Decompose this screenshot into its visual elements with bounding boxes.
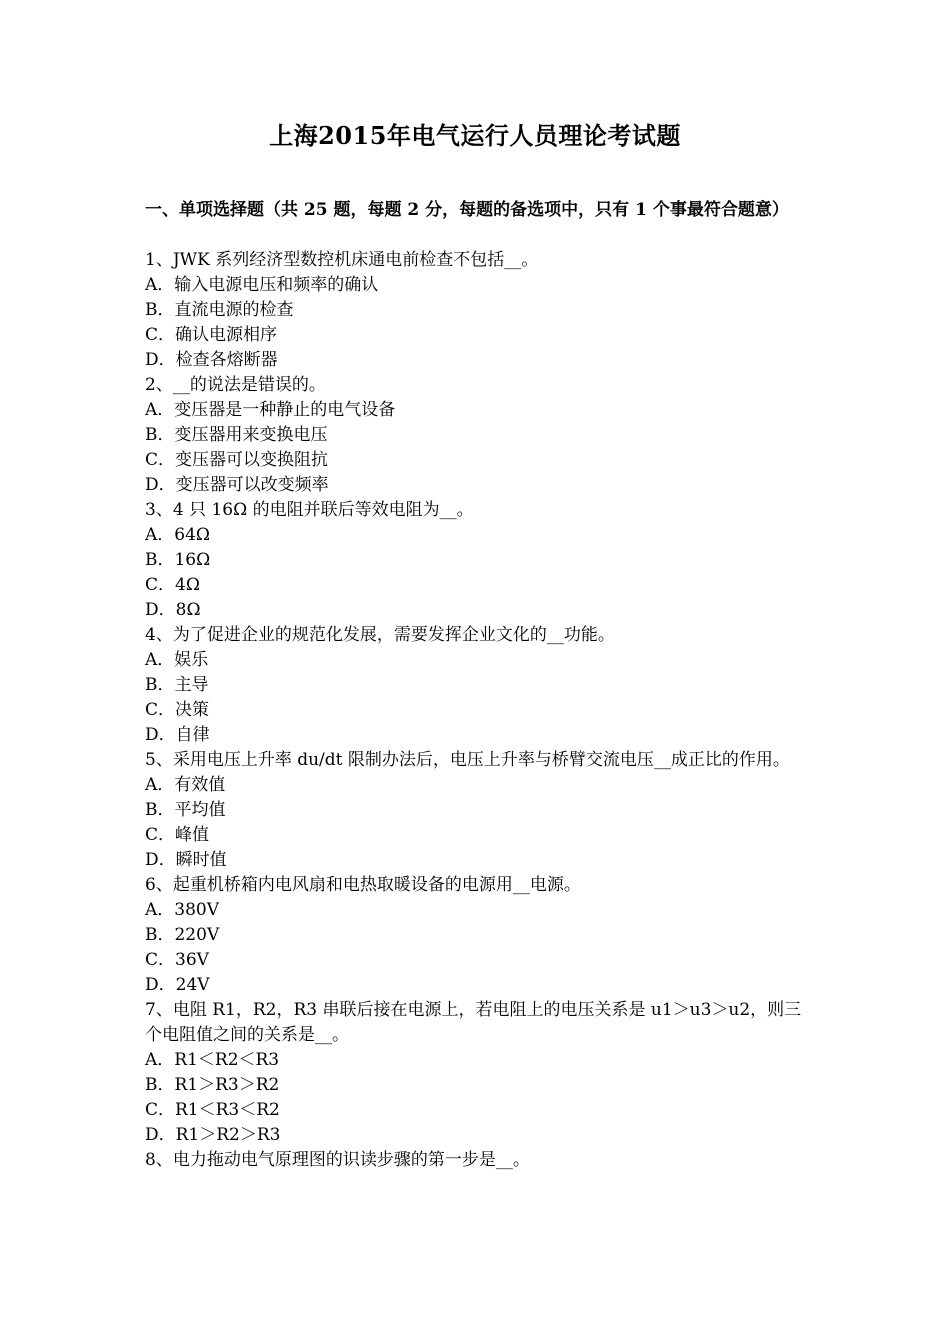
answer-option: B．16Ω <box>145 550 211 570</box>
answer-option: D．检查各熔断器 <box>145 350 278 370</box>
answer-option: D．自律 <box>145 725 210 745</box>
question-stem: 2、__的说法是错误的。 <box>145 375 326 395</box>
answer-option: D．24V <box>145 975 210 995</box>
answer-option: B．220V <box>145 925 220 945</box>
answer-option: A．娱乐 <box>145 650 209 670</box>
question-stem: 3、4 只 16Ω 的电阻并联后等效电阻为__。 <box>145 500 474 520</box>
answer-option: C．4Ω <box>145 575 200 595</box>
answer-option: B．主导 <box>145 675 209 695</box>
answer-option: A．64Ω <box>145 525 211 545</box>
answer-option: D．R1＞R2＞R3 <box>145 1125 281 1145</box>
question-stem: 7、电阻 R1，R2，R3 串联后接在电源上，若电阻上的电压关系是 u1＞u3＞u2，则三个电阻值之间的关系是__。 <box>145 1000 802 1045</box>
section-heading: 一、单项选择题（共 25 题，每题 2 分，每题的备选项中，只有 1 个事最符合题意） <box>145 200 789 220</box>
answer-option: C．峰值 <box>145 825 210 845</box>
answer-option: C．变压器可以变换阻抗 <box>145 450 329 470</box>
answer-option: B．直流电源的检查 <box>145 300 294 320</box>
answer-option: A．变压器是一种静止的电气设备 <box>145 400 396 420</box>
answer-option: B．R1＞R3＞R2 <box>145 1075 280 1095</box>
answer-option: D．瞬时值 <box>145 850 227 870</box>
answer-option: C．R1＜R3＜R2 <box>145 1100 280 1120</box>
answer-option: C．确认电源相序 <box>145 325 278 345</box>
question-stem: 1、JWK 系列经济型数控机床通电前检查不包括__。 <box>145 250 539 270</box>
answer-option: C．36V <box>145 950 209 970</box>
answer-option: D．变压器可以改变频率 <box>145 475 329 495</box>
answer-option: C．决策 <box>145 700 210 720</box>
question-stem: 4、为了促进企业的规范化发展，需要发挥企业文化的__功能。 <box>145 625 615 645</box>
answer-option: A．有效值 <box>145 775 226 795</box>
answer-option: A．输入电源电压和频率的确认 <box>145 275 379 295</box>
answer-option: D．8Ω <box>145 600 201 620</box>
answer-option: B．平均值 <box>145 800 226 820</box>
question-stem: 6、起重机桥箱内电风扇和电热取暖设备的电源用__电源。 <box>145 875 581 895</box>
answer-option: A．R1＜R2＜R3 <box>145 1050 280 1070</box>
question-stem: 5、采用电压上升率 du/dt 限制办法后，电压上升率与桥臂交流电压__成正比的作用。 <box>145 750 790 770</box>
answer-option: B．变压器用来变换电压 <box>145 425 328 445</box>
question-list <box>145 248 810 1173</box>
question-stem: 8、电力拖动电气原理图的识读步骤的第一步是__。 <box>145 1150 530 1170</box>
answer-option: A．380V <box>145 900 220 920</box>
page-title: 上海2015年电气运行人员理论考试题 <box>269 121 681 150</box>
